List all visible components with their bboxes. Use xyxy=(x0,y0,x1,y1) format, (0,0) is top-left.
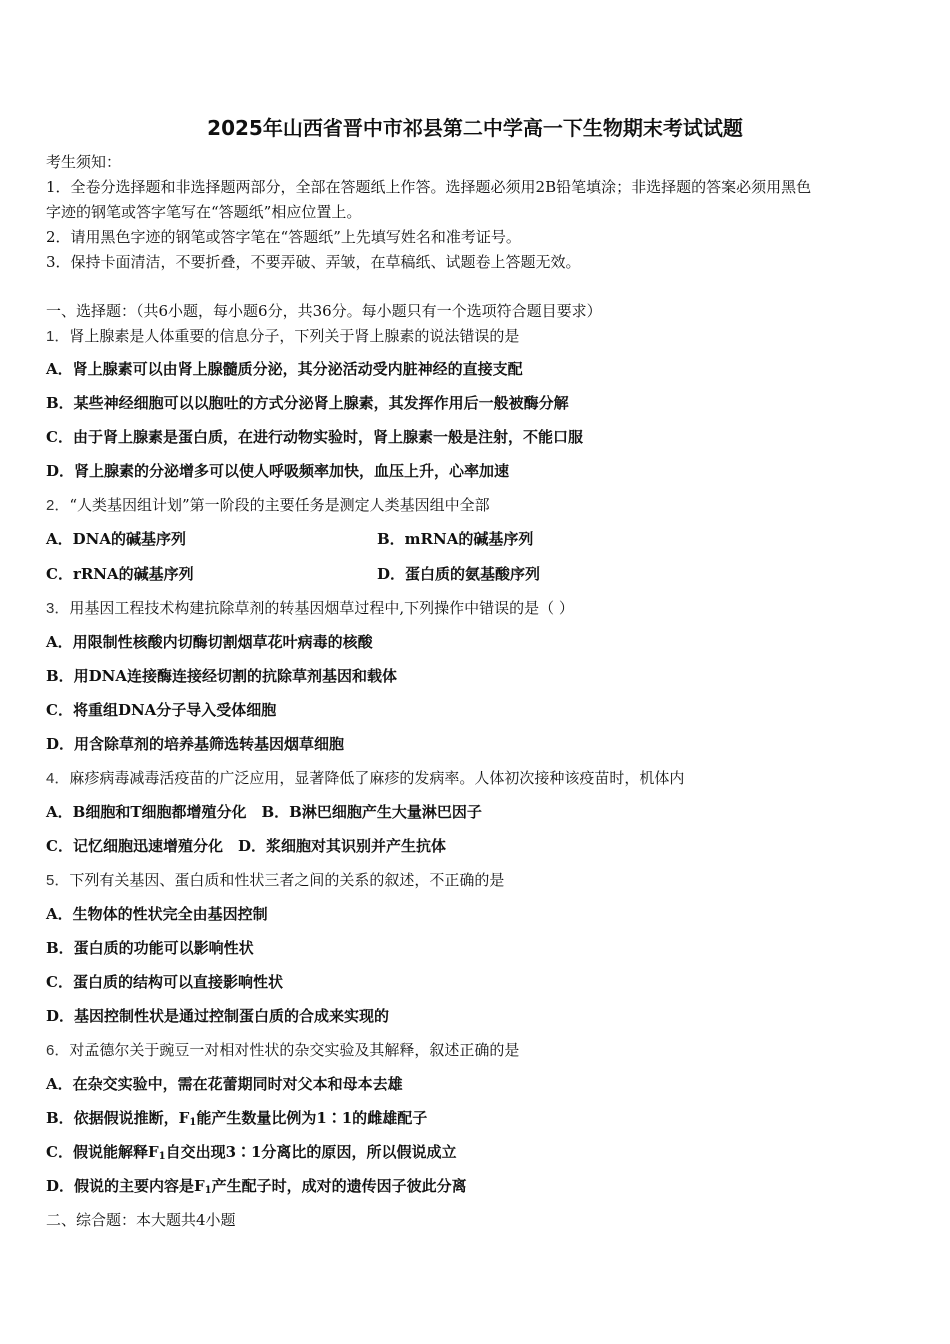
option-a: A．用限制性核酸内切酶切割烟草花叶病毒的核酸 xyxy=(46,633,373,651)
option-c: C．将重组DNA分子导入受体细胞 xyxy=(46,701,277,719)
section-heading-comprehensive: 二、综合题：本大题共4小题 xyxy=(46,1211,236,1229)
option-cd: C．记忆细胞迅速增殖分化 D．浆细胞对其识别并产生抗体 xyxy=(46,837,446,855)
option-a: A．肾上腺素可以由肾上腺髓质分泌，其分泌活动受内脏神经的直接支配 xyxy=(46,360,523,378)
option-d-text: 产生配子时，成对的遗传因子彼此分离 xyxy=(211,1177,467,1195)
question-4 xyxy=(46,768,684,789)
question-number: 5． xyxy=(46,872,70,889)
question-3 xyxy=(46,598,574,619)
question-stem: “人类基因组计划”第一阶段的主要任务是测定人类基因组中全部 xyxy=(69,496,490,514)
option-d xyxy=(46,1176,467,1201)
question-number: 3． xyxy=(46,600,70,617)
notice-item: 1．全卷分选择题和非选择题两部分，全部在答题纸上作答。选择题必须用2B铅笔填涂；非选择题的答案必须用黑色 xyxy=(46,178,812,196)
section-heading-choice: 一、选择题：（共6小题，每小题6分，共36分。每小题只有一个选项符合题目要求） xyxy=(46,302,602,320)
option-d: D．肾上腺素的分泌增多可以使人呼吸频率加快，血压上升，心率加速 xyxy=(46,462,510,480)
question-stem: 麻疹病毒减毒活疫苗的广泛应用，显著降低了麻疹的发病率。人体初次接种该疫苗时，机体内 xyxy=(69,769,685,787)
question-number: 2． xyxy=(46,497,70,514)
question-1 xyxy=(46,326,519,347)
notice-item: 字迹的钢笔或答字笔写在“答题纸”相应位置上。 xyxy=(46,203,362,221)
option-c-text: 自交出现3∶1分离比的原因，所以假说成立 xyxy=(165,1143,457,1161)
question-stem: 对孟德尔关于豌豆一对相对性状的杂交实验及其解释，叙述正确的是 xyxy=(69,1041,520,1059)
question-5 xyxy=(46,870,504,891)
option-d: D．用含除草剂的培养基筛选转基因烟草细胞 xyxy=(46,735,345,753)
option-b: B．蛋白质的功能可以影响性状 xyxy=(46,939,254,957)
option-d: D．蛋白质的氨基酸序列 xyxy=(377,565,541,583)
notice-item: 2．请用黑色字迹的钢笔或答字笔在“答题纸”上先填写姓名和准考证号。 xyxy=(46,228,521,246)
question-stem: 用基因工程技术构建抗除草剂的转基因烟草过程中,下列操作中错误的是（ ） xyxy=(69,599,574,617)
option-d-text: D．假说的主要内容是F xyxy=(46,1177,205,1195)
subscript: 1 xyxy=(158,1151,166,1162)
option-c: C．rRNA的碱基序列 xyxy=(46,565,194,583)
option-c xyxy=(46,1142,456,1167)
question-number: 1． xyxy=(46,328,70,345)
option-c-text: C．假说能解释F xyxy=(46,1143,159,1161)
question-number: 4． xyxy=(46,770,70,787)
option-a: A．在杂交实验中，需在花蕾期同时对父本和母本去雄 xyxy=(46,1075,403,1093)
option-ab: A．B细胞和T细胞都增殖分化 B．B淋巴细胞产生大量淋巴因子 xyxy=(46,803,482,821)
page-title: 2025年山西省晋中市祁县第二中学高一下生物期末考试试题 xyxy=(207,116,743,140)
option-b: B．用DNA连接酶连接经切割的抗除草剂基因和载体 xyxy=(46,667,398,685)
option-a: A．生物体的性状完全由基因控制 xyxy=(46,905,268,923)
notice-item: 3．保持卡面清洁，不要折叠，不要弄破、弄皱，在草稿纸、试题卷上答题无效。 xyxy=(46,253,581,271)
question-number: 6． xyxy=(46,1042,70,1059)
question-6 xyxy=(46,1040,519,1061)
notice-heading: 考生须知： xyxy=(46,153,122,171)
subscript: 1 xyxy=(189,1117,197,1128)
question-2 xyxy=(46,495,490,516)
question-stem: 下列有关基因、蛋白质和性状三者之间的关系的叙述，不正确的是 xyxy=(69,871,505,889)
option-b-text: B．依据假说推断，F xyxy=(46,1109,190,1127)
option-b: B．某些神经细胞可以以胞吐的方式分泌肾上腺素，其发挥作用后一般被酶分解 xyxy=(46,394,569,412)
option-a: A．DNA的碱基序列 xyxy=(46,530,186,548)
option-b-text: 能产生数量比例为1∶1的雌雄配子 xyxy=(196,1109,428,1127)
question-stem: 肾上腺素是人体重要的信息分子，下列关于肾上腺素的说法错误的是 xyxy=(69,327,520,345)
option-d: D．基因控制性状是通过控制蛋白质的合成来实现的 xyxy=(46,1007,390,1025)
option-c: C．蛋白质的结构可以直接影响性状 xyxy=(46,973,283,991)
option-c: C．由于肾上腺素是蛋白质，在进行动物实验时，肾上腺素一般是注射，不能口服 xyxy=(46,428,583,446)
subscript: 1 xyxy=(204,1185,212,1196)
option-b xyxy=(46,1108,427,1133)
option-b: B．mRNA的碱基序列 xyxy=(377,530,534,548)
